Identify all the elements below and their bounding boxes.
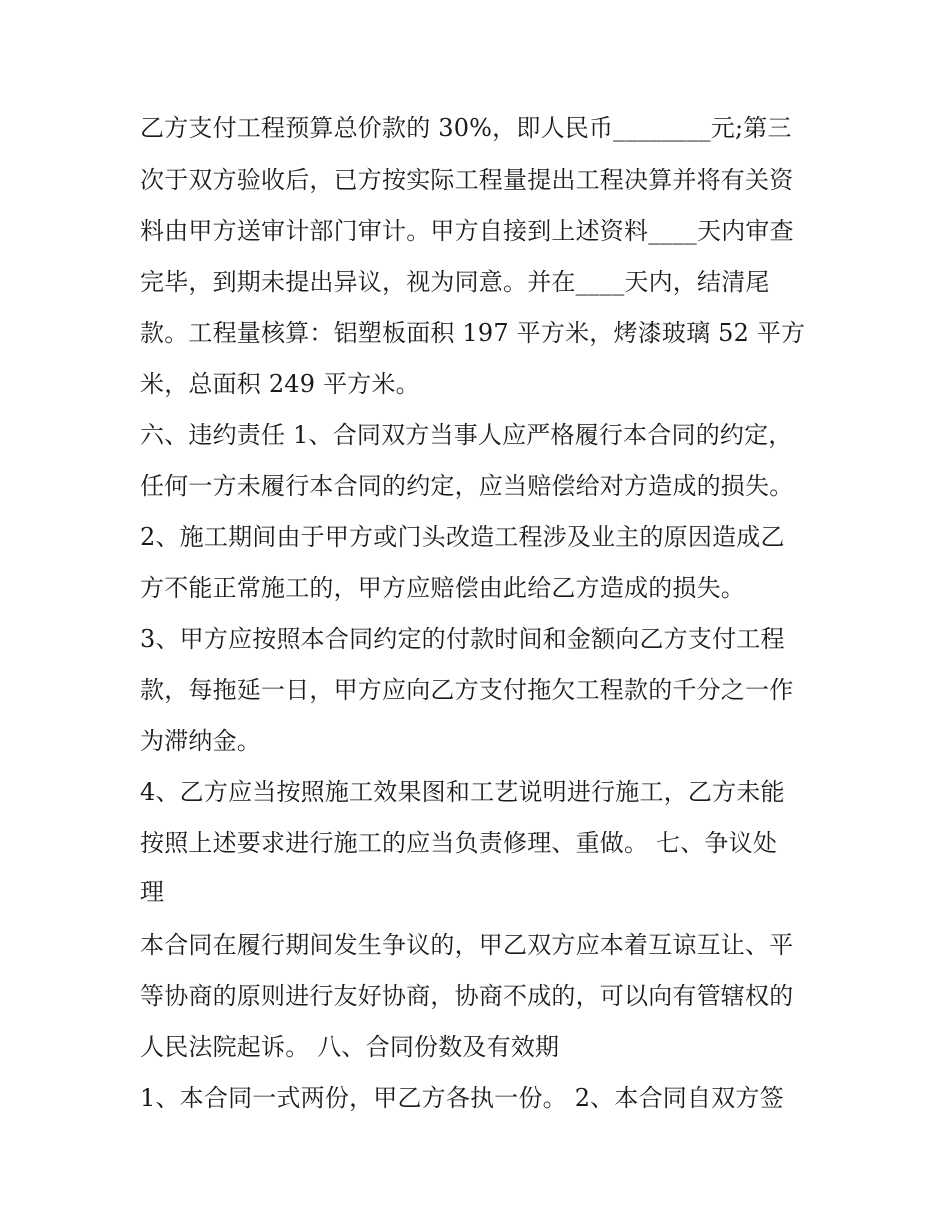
- text-line: 六、违约责任 1、合同双方当事人应严格履行本合同的约定，: [140, 421, 793, 449]
- text-line: 完毕，到期未提出异议，视为同意。并在____天内，结清尾: [140, 268, 770, 296]
- text-line: 4、乙方应当按照施工效果图和工艺说明进行施工，乙方未能: [140, 778, 785, 806]
- text-line: 2、施工期间由于甲方或门头改造工程涉及业主的原因造成乙: [140, 523, 785, 551]
- text-line: 料由甲方送审计部门审计。甲方自接到上述资料____天内审查: [140, 217, 794, 245]
- text-line: 1、本合同一式两份，甲乙方各执一份。 2、本合同自双方签: [140, 1084, 784, 1112]
- text-line: 人民法院起诉。 八、合同份数及有效期: [140, 1033, 560, 1061]
- text-line: 任何一方未履行本合同的约定，应当赔偿给对方造成的损失。: [140, 472, 794, 500]
- text-line: 款，每拖延一日，甲方应向乙方支付拖欠工程款的千分之一作: [140, 676, 794, 704]
- text-line: 按照上述要求进行施工的应当负责修理、重做。 七、争议处: [140, 829, 778, 857]
- text-line: 乙方支付工程预算总价款的 30%，即人民币________元;第三: [140, 114, 792, 142]
- text-line: 本合同在履行期间发生争议的，甲乙双方应本着互谅互让、平: [140, 931, 794, 959]
- text-line: 米，总面积 249 平方米。: [140, 370, 420, 398]
- text-line: 等协商的原则进行友好协商，协商不成的，可以向有管辖权的: [140, 982, 794, 1010]
- text-line: 理: [140, 878, 165, 906]
- text-line: 3、甲方应按照本合同约定的付款时间和金额向乙方支付工程: [140, 625, 785, 653]
- text-line: 为滞纳金。: [140, 727, 261, 755]
- text-line: 次于双方验收后，已方按实际工程量提出工程决算并将有关资: [140, 166, 794, 194]
- text-line: 方不能正常施工的，甲方应赔偿由此给乙方造成的损失。: [140, 574, 745, 602]
- text-line: 款。工程量核算：铝塑板面积 197 平方米，烤漆玻璃 52 平方: [140, 319, 806, 347]
